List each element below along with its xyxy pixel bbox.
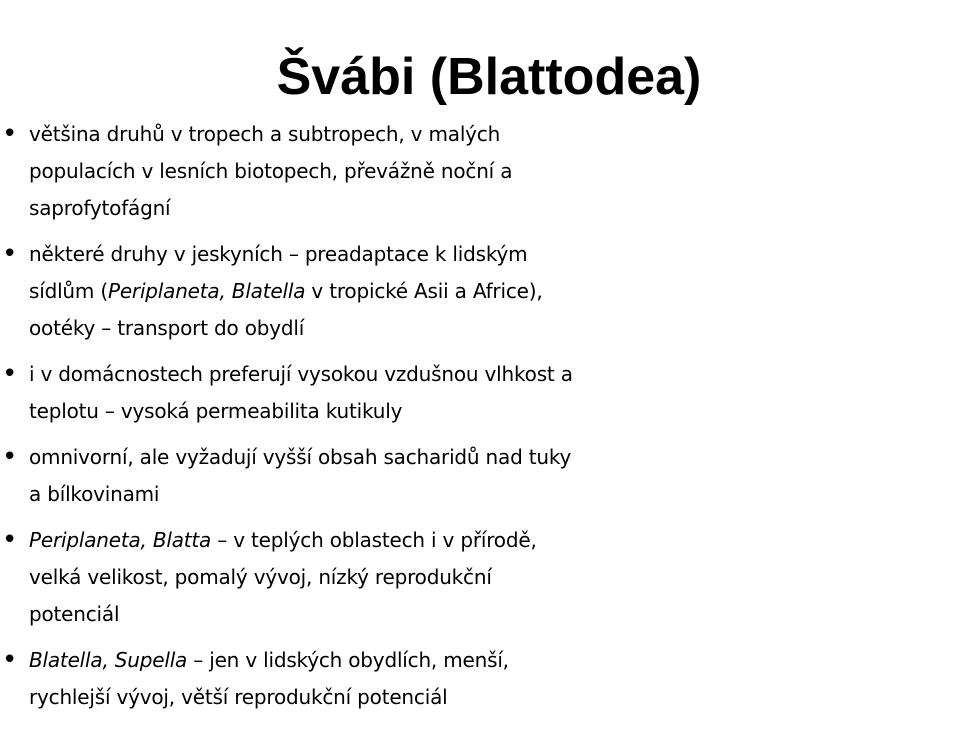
bullet-dot-icon: • (2, 119, 18, 149)
taxon-name: Periplaneta, Blatella (107, 279, 306, 303)
bullet-text: omnivorní, ale vyžadují vyšší obsah sacharidů nad tuky (29, 445, 572, 469)
bullet-item (0, 116, 960, 227)
bullet-line (29, 153, 960, 190)
bullet-item (0, 356, 960, 430)
bullet-text: – v teplých oblastech i v přírodě, (211, 528, 537, 552)
taxon-name: Periplaneta, Blatta (29, 528, 212, 552)
bullet-text: některé druhy v jeskyních – preadaptace k lidským (29, 242, 528, 266)
bullet-line (29, 236, 960, 273)
bullet-item (0, 236, 960, 347)
bullet-dot-icon: • (2, 239, 18, 269)
bullet-text: i v domácnostech preferují vysokou vzdušnou vlhkost a (29, 362, 573, 386)
bullet-dot-icon: • (2, 645, 18, 675)
bullet-line (29, 522, 960, 559)
bullet-line (29, 559, 960, 596)
bullet-item (0, 642, 960, 716)
bullet-item (0, 522, 960, 633)
bullet-line (29, 596, 960, 633)
bullet-line (29, 356, 960, 393)
bullet-text: potenciál (29, 602, 120, 626)
bullet-item (0, 439, 960, 513)
bullet-line (29, 393, 960, 430)
slide-title: Švábi (Blattodea) (276, 47, 702, 106)
bullet-line (29, 190, 960, 227)
bullet-line (29, 116, 960, 153)
bullet-text: – jen v lidských obydlích, menší, (187, 648, 509, 672)
bullet-line (29, 273, 960, 310)
bullet-text: ootéky – transport do obydlí (29, 316, 305, 340)
bullet-text: sídlům ( (29, 279, 108, 303)
bullet-text: velká velikost, pomalý vývoj, nízký reprodukční (29, 565, 492, 589)
bullet-text: populacích v lesních biotopech, převážně noční a (29, 159, 513, 183)
bullet-dot-icon: • (2, 525, 18, 555)
bullet-line (29, 439, 960, 476)
bullet-line (29, 642, 960, 679)
bullet-text: v tropické Asii a Africe), (305, 279, 543, 303)
bullet-text: rychlejší vývoj, větší reprodukční potenciál (29, 685, 448, 709)
bullet-text: a bílkovinami (29, 482, 160, 506)
bullet-line (29, 476, 960, 513)
bullet-dot-icon: • (2, 359, 18, 389)
bullet-list (0, 116, 960, 725)
bullet-line (29, 679, 960, 716)
bullet-line (29, 310, 960, 347)
taxon-name: Blatella, Supella (29, 648, 188, 672)
bullet-dot-icon: • (2, 442, 18, 472)
bullet-text: teplotu – vysoká permeabilita kutikuly (29, 399, 403, 423)
bullet-text: saprofytofágní (29, 196, 171, 220)
bullet-text: většina druhů v tropech a subtropech, v malých (29, 122, 501, 146)
